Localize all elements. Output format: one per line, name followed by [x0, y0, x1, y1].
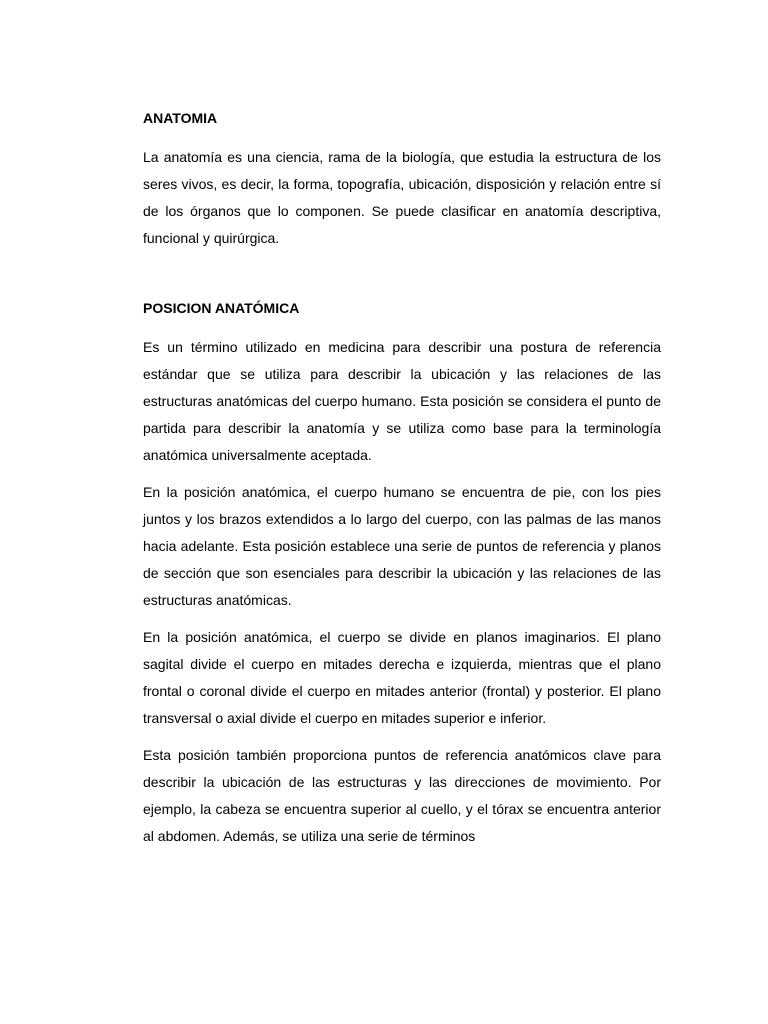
paragraph: Esta posición también proporciona puntos de referencia anatómicos clave para describir la ubicación de las estructuras y las direcciones de movimiento. Por ejemplo, la cabeza se encuentra superior al cuello, y el tórax se encuentra anterior al abdomen. Además, se utiliza una serie de términos [143, 747, 661, 844]
section-title-posicion-anatomica: POSICION ANATÓMICA [143, 300, 300, 316]
section-title-anatomia: ANATOMIA [143, 110, 218, 126]
paragraph: La anatomía es una ciencia, rama de la biología, que estudia la estructura de los seres vivos, es decir, la forma, topografía, ubicación, disposición y relación entre sí de los órganos que lo componen. Se puede clasificar en anatomía descriptiva, funcional y quirúrgica. [143, 149, 661, 246]
document-body [143, 108, 661, 860]
paragraph: En la posición anatómica, el cuerpo humano se encuentra de pie, con los pies juntos y los brazos extendidos a lo largo del cuerpo, con las palmas de las manos hacia adelante. Esta posición establece una serie de puntos de referencia y planos de sección que son esenciales para describir la ubicación y las relaciones de las estructuras anatómicas. [143, 484, 661, 608]
paragraph: Es un término utilizado en medicina para describir una postura de referencia estándar que se utiliza para describir la ubicación y las relaciones de las estructuras anatómicas del cuerpo humano. Esta posición se considera el punto de partida para describir la anatomía y se utiliza como base para la terminología anatómica universalmente aceptada. [143, 339, 661, 463]
paragraph: En la posición anatómica, el cuerpo se divide en planos imaginarios. El plano sagital divide el cuerpo en mitades derecha e izquierda, mientras que el plano frontal o coronal divide el cuerpo en mitades anterior (frontal) y posterior. El plano transversal o axial divide el cuerpo en mitades superior e inferior. [143, 629, 661, 726]
